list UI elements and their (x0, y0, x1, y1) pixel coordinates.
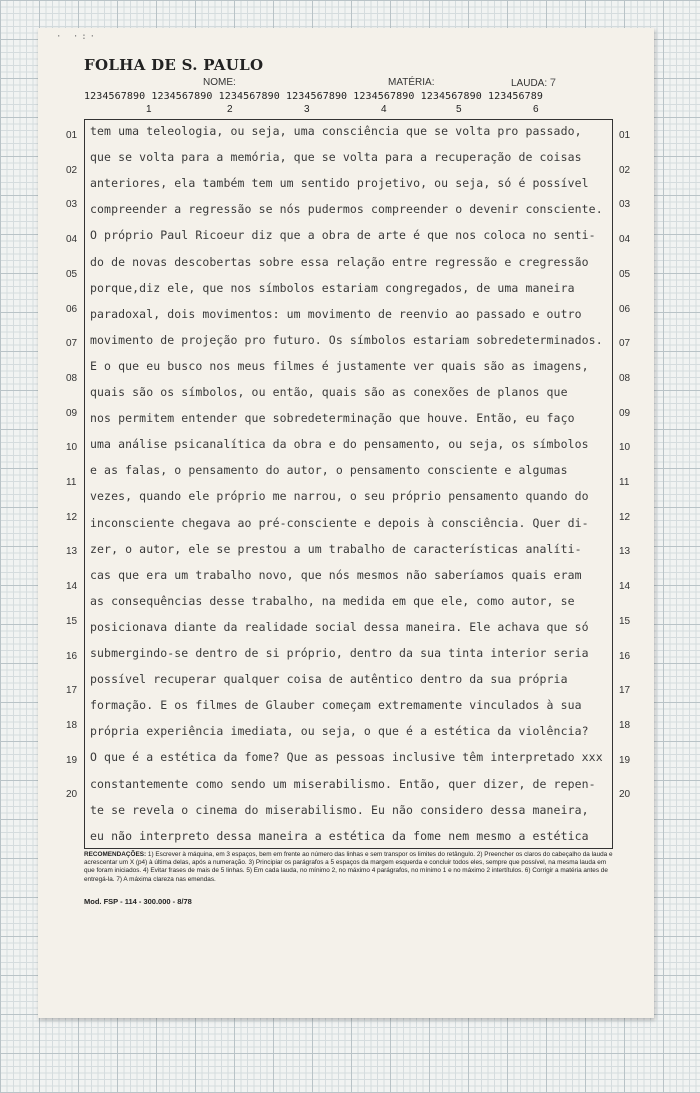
typed-line: nos permitem entender que sobredeterminação que houve. Então, eu faço (90, 411, 575, 425)
line-number-right: 18 (619, 720, 631, 731)
ruler-group-5: 5 (456, 104, 462, 115)
line-number-left: 04 (66, 234, 78, 245)
line-number-left: 03 (66, 199, 78, 210)
typed-line: inconsciente chegava ao pré-consciente e depois à consciência. Quer di- (90, 516, 589, 530)
line-number-right: 03 (619, 199, 631, 210)
line-number-left: 07 (66, 338, 78, 349)
typed-line: e as falas, o pensamento do autor, o pensamento consciente e algumas (90, 463, 568, 477)
line-number-right: 14 (619, 581, 631, 592)
line-number-left: 15 (66, 616, 78, 627)
typed-line: E o que eu busco nos meus filmes é justamente ver quais são as imagens, (90, 359, 589, 373)
lauda-label: LAUDA: (511, 78, 548, 89)
line-number-left: 01 (66, 130, 78, 141)
typed-line: eu não interpreto dessa maneira a estética da fome nem mesmo a estética (90, 829, 589, 843)
typed-line: te se revela o cinema do miserabilismo. Eu não considero dessa maneira, (90, 803, 589, 817)
lauda-field (511, 77, 556, 89)
typed-line: própria experiência imediata, ou seja, o que é a estética da violência? (90, 724, 589, 738)
materia-label: MATÉRIA: (388, 77, 435, 88)
line-number-left: 02 (66, 165, 78, 176)
line-number-right: 20 (619, 789, 631, 800)
line-number-left: 16 (66, 651, 78, 662)
typed-line: movimento de projeção pro futuro. Os símbolos estariam sobredeterminados. (90, 333, 603, 347)
typed-line: cas que era um trabalho novo, que nós mesmos não saberíamos quais eram (90, 568, 582, 582)
typed-line: quais são os símbolos, ou então, quais são as conexões de planos que (90, 385, 568, 399)
typed-line: zer, o autor, ele se prestou a um trabalho de características analíti- (90, 542, 582, 556)
lauda-number: 7 (549, 77, 557, 89)
line-number-right: 10 (619, 442, 631, 453)
typed-line: compreender a regressão se nós pudermos compreender o devenir consciente. (90, 202, 603, 216)
typed-line: O que é a estética da fome? Que as pessoas inclusive têm interpretado xxx (90, 750, 603, 764)
typed-line: vezes, quando ele próprio me narrou, o seu próprio pensamento quando do (90, 489, 589, 503)
typed-line: anteriores, ela também tem um sentido projetivo, ou seja, só é possível (90, 176, 589, 190)
line-number-left: 06 (66, 304, 78, 315)
typed-line: O próprio Paul Ricoeur diz que a obra de arte é que nos coloca no senti- (90, 228, 596, 242)
typed-line: que se volta para a memória, que se volta para a recuperação de coisas (90, 150, 582, 164)
typed-line: submergindo-se dentro de si próprio, dentro da sua tinta interior seria (90, 646, 589, 660)
nome-label: NOME: (203, 77, 236, 88)
newspaper-masthead: FOLHA DE S. PAULO (84, 56, 264, 74)
line-number-left: 12 (66, 512, 78, 523)
line-number-right: 09 (619, 408, 631, 419)
ruler-group-4: 4 (381, 104, 387, 115)
line-number-right: 05 (619, 269, 631, 280)
ruler-group-2: 2 (227, 104, 233, 115)
line-number-right: 08 (619, 373, 631, 384)
line-number-left: 11 (66, 477, 77, 488)
recommendations-text: 1) Escrever à máquina, em 3 espaços, bem em frente ao número das linhas e sem transpor os limites do retângulo. 2) Preencher os claros do cabeçalho da lauda e acrescentar um X (p4) à última delas, após a numeração. 3) Principiar os parágrafos a 5 espaços da margem esquerda e concluir todos eles, sempre que possível, na mesma lauda em que foram iniciados. 4) Evitar frases de mais de 5 linhas. 5) Em cada lauda, no mínimo 2, no máximo 4 parágrafos, no mínimo 1 e no máximo 2 intertítulos. 6) Corrigir a matéria antes de entregá-la. 7) A máxima clareza nas emendas. (84, 851, 613, 883)
line-number-right: 19 (619, 755, 631, 766)
line-number-left: 19 (66, 755, 78, 766)
line-number-left: 10 (66, 442, 78, 453)
line-number-right: 13 (619, 546, 631, 557)
line-number-left: 20 (66, 789, 78, 800)
line-number-right: 07 (619, 338, 631, 349)
typed-line: uma análise psicanalítica da obra e do pensamento, ou seja, os símbolos (90, 437, 589, 451)
ruler-group-3: 3 (304, 104, 310, 115)
line-number-right: 06 (619, 304, 631, 315)
typed-line: formação. E os filmes de Glauber começam extremamente vinculados à sua (90, 698, 582, 712)
recommendations (84, 851, 614, 884)
character-ruler: 1234567890 1234567890 1234567890 1234567890 1234567890 1234567890 123456789 (84, 91, 544, 102)
typed-line: as consequências desse trabalho, na medida em que ele, como autor, se (90, 594, 575, 608)
line-number-right: 02 (619, 165, 631, 176)
line-number-right: 15 (619, 616, 631, 627)
corner-marks: · ·:· (56, 32, 99, 42)
typed-line: do de novas descobertas sobre essa relação entre regressão e cregressão (90, 255, 589, 269)
line-number-left: 17 (66, 685, 78, 696)
recommendations-label: RECOMENDAÇÕES: (84, 851, 147, 858)
typed-line: paradoxal, dois movimentos: um movimento de reenvio ao passado e outro (90, 307, 582, 321)
line-number-right: 17 (619, 685, 631, 696)
typed-line: constantemente como sendo um miserabilismo. Então, quer dizer, de repen- (90, 777, 596, 791)
typed-line: possível recuperar qualquer coisa de autêntico dentro da sua própria (90, 672, 568, 686)
form-code: Mod. FSP - 114 - 300.000 - 8/78 (84, 897, 192, 906)
typewriter-sheet (38, 28, 654, 1018)
line-number-left: 18 (66, 720, 78, 731)
ruler-group-1: 1 (146, 104, 152, 115)
line-number-left: 05 (66, 269, 78, 280)
line-number-left: 14 (66, 581, 78, 592)
line-number-right: 12 (619, 512, 631, 523)
line-number-right: 16 (619, 651, 631, 662)
typed-line: posicionava diante da realidade social dessa maneira. Ele achava que só (90, 620, 589, 634)
line-number-right: 04 (619, 234, 631, 245)
ruler-group-6: 6 (533, 104, 539, 115)
line-number-left: 08 (66, 373, 78, 384)
line-number-left: 13 (66, 546, 78, 557)
line-number-right: 11 (619, 477, 630, 488)
line-number-right: 01 (619, 130, 631, 141)
typed-line: tem uma teleologia, ou seja, uma consciência que se volta pro passado, (90, 124, 582, 138)
line-number-left: 09 (66, 408, 78, 419)
typed-line: porque,diz ele, que nos símbolos estariam congregados, de uma maneira (90, 281, 575, 295)
